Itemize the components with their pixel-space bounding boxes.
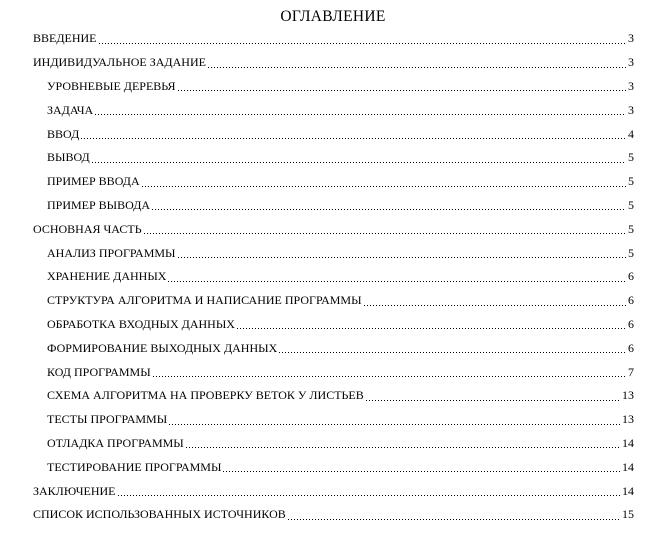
- toc-entry-label: ВВЕДЕНИЕ: [33, 31, 97, 46]
- toc-dot-leader: [94, 114, 626, 115]
- toc-entry[interactable]: [0, 51, 666, 75]
- toc-entry-label: ЗАКЛЮЧЕНИЕ: [33, 483, 116, 498]
- toc-entry-label: ПРИМЕР ВВОДА: [47, 174, 140, 189]
- toc-dot-leader: [287, 519, 620, 520]
- toc-entry[interactable]: [0, 194, 666, 218]
- toc-entry-label: ОСНОВНАЯ ЧАСТЬ: [33, 221, 142, 236]
- toc-entry-label: СПИСОК ИСПОЛЬЗОВАННЫХ ИСТОЧНИКОВ: [33, 507, 286, 522]
- toc-entry-label: ХРАНЕНИЕ ДАННЫХ: [47, 269, 167, 284]
- toc-dot-leader: [222, 471, 620, 472]
- toc-dot-leader: [278, 352, 626, 353]
- toc-entry[interactable]: [0, 75, 666, 99]
- toc-dot-leader: [80, 138, 626, 139]
- toc-entry[interactable]: [0, 217, 666, 241]
- toc-entry-page-number: 5: [628, 174, 634, 189]
- toc-entry-page-number: 7: [628, 364, 634, 379]
- toc-entry-page-number: 14: [622, 483, 634, 498]
- toc-entry-label: ВВОД: [47, 126, 80, 141]
- toc-entry-label: СХЕМА АЛГОРИТМА НА ПРОВЕРКУ ВЕТОК У ЛИСТЬЕВ: [47, 388, 364, 403]
- toc-entry[interactable]: [0, 503, 666, 527]
- toc-entry[interactable]: [0, 289, 666, 313]
- toc-entry-label: АНАЛИЗ ПРОГРАММЫ: [47, 245, 176, 260]
- toc-dot-leader: [91, 162, 626, 163]
- toc-entry-page-number: 6: [628, 316, 634, 331]
- toc-entry-page-number: 5: [628, 245, 634, 260]
- toc-entry-label: ФОРМИРОВАНИЕ ВЫХОДНЫХ ДАННЫХ: [47, 340, 278, 355]
- toc-title: ОГЛАВЛЕНИЕ: [280, 8, 386, 25]
- toc-dot-leader: [207, 67, 626, 68]
- toc-entry[interactable]: [0, 455, 666, 479]
- toc-entry[interactable]: [0, 313, 666, 337]
- toc-entry-page-number: 4: [628, 126, 634, 141]
- toc-dot-leader: [117, 495, 621, 496]
- toc-entry-page-number: 15: [622, 507, 634, 522]
- toc-entry-label: ОБРАБОТКА ВХОДНЫХ ДАННЫХ: [47, 316, 235, 331]
- toc-dot-leader: [143, 233, 626, 234]
- toc-dot-leader: [152, 376, 626, 377]
- toc-entry[interactable]: [0, 146, 666, 170]
- toc-entry[interactable]: [0, 265, 666, 289]
- toc-entry-page-number: 3: [628, 55, 634, 70]
- toc-entry-page-number: 6: [628, 269, 634, 284]
- toc-entry-page-number: 14: [622, 435, 634, 450]
- toc-entry[interactable]: [0, 241, 666, 265]
- toc-dot-leader: [177, 257, 626, 258]
- toc-entry-page-number: 3: [628, 31, 634, 46]
- toc-dot-leader: [185, 447, 620, 448]
- toc-dot-leader: [151, 209, 626, 210]
- toc-entry[interactable]: [0, 408, 666, 432]
- toc-entry[interactable]: [0, 27, 666, 51]
- toc-dot-leader: [141, 186, 626, 187]
- toc-entry-label: КОД ПРОГРАММЫ: [47, 364, 151, 379]
- toc-entry-page-number: 3: [628, 102, 634, 117]
- toc-entry-label: ОТЛАДКА ПРОГРАММЫ: [47, 435, 184, 450]
- toc-dot-leader: [236, 328, 626, 329]
- toc-dot-leader: [177, 90, 626, 91]
- toc-dot-leader: [167, 281, 626, 282]
- toc-entry[interactable]: [0, 360, 666, 384]
- toc-entry-page-number: 6: [628, 340, 634, 355]
- toc-entry-label: ТЕСТЫ ПРОГРАММЫ: [47, 412, 168, 427]
- toc-entry-label: ИНДИВИДУАЛЬНОЕ ЗАДАНИЕ: [33, 55, 206, 70]
- toc-dot-leader: [365, 400, 620, 401]
- toc-entry[interactable]: [0, 336, 666, 360]
- toc-entry-page-number: 5: [628, 150, 634, 165]
- toc-entry-label: ТЕСТИРОВАНИЕ ПРОГРАММЫ: [47, 459, 222, 474]
- toc-entry-page-number: 5: [628, 221, 634, 236]
- toc-entry[interactable]: [0, 122, 666, 146]
- toc-dot-leader: [98, 43, 626, 44]
- toc-entry-label: УРОВНЕВЫЕ ДЕРЕВЬЯ: [47, 78, 176, 93]
- toc-entry[interactable]: [0, 384, 666, 408]
- toc-entry-label: ЗАДАЧА: [47, 102, 94, 117]
- toc-entry-page-number: 6: [628, 293, 634, 308]
- toc-dot-leader: [168, 424, 620, 425]
- toc-entry-label: ПРИМЕР ВЫВОДА: [47, 197, 151, 212]
- toc-entry[interactable]: [0, 479, 666, 503]
- toc-entry-label: СТРУКТУРА АЛГОРИТМА И НАПИСАНИЕ ПРОГРАММЫ: [47, 293, 362, 308]
- toc-entry-label: ВЫВОД: [47, 150, 90, 165]
- toc-entry-page-number: 3: [628, 78, 634, 93]
- toc-entry[interactable]: [0, 98, 666, 122]
- toc-entry-page-number: 13: [622, 388, 634, 403]
- toc-list: [0, 27, 666, 527]
- toc-entry-page-number: 13: [622, 412, 634, 427]
- toc-entry-page-number: 5: [628, 197, 634, 212]
- toc-dot-leader: [363, 305, 626, 306]
- toc-entry[interactable]: [0, 432, 666, 456]
- toc-entry-page-number: 14: [622, 459, 634, 474]
- toc-entry[interactable]: [0, 170, 666, 194]
